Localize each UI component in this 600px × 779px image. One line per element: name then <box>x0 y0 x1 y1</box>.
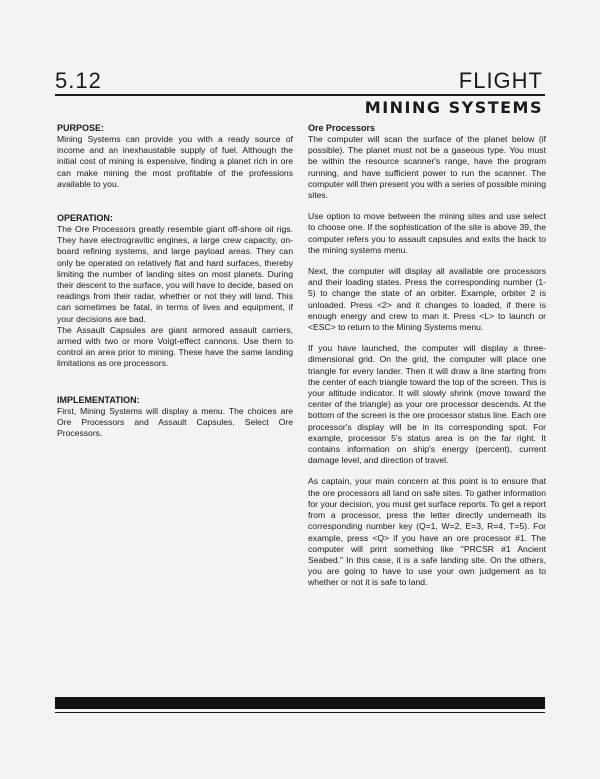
operation-text-2: The Assault Capsules are giant armored assault carriers, armed with two or more Voigt-effect cannons. Use them to control an area prior to mining. These have the same landing limitations as ore processors. <box>57 324 293 369</box>
page-number: 5.12 <box>55 68 102 93</box>
paragraph-3: Next, the computer will display all available ore processors and their loading states. Press the corresponding number (1-5) to change the state of an orbiter. Example, orbiter 2 is unloaded. Press <2> and it changes to loaded, if there is enough energy and crew to man it. Press <L> to launch or <ESC> to return to the Mining Systems menu. <box>308 266 546 333</box>
purpose-heading: PURPOSE: <box>57 123 105 133</box>
operation-text-1: The Ore Processors greatly resemble giant off-shore oil rigs. They have electrogravitic engines, a large crew capacity, on-board refining systems, and large payload areas. They can only be operated on relatively flat and hard surfaces, thereby limiting the number of landing sites on most planets. During their descent to the surface, you will have to decide, based on readings from their radar, whether or not they will land. This can sometimes be fatal, in terms of lives and equipment, if your decisions are bad. <box>57 224 293 324</box>
operation-heading: OPERATION: <box>57 213 113 224</box>
purpose-text: Mining Systems can provide you with a ready source of income and an inexhaustable supply of fuel. Although the initial cost of mining is expensive, finding a planet rich in ore can make mining the most profitable of the professions available to you. <box>57 134 293 189</box>
paragraph-2: Use option to move between the mining sites and use select to choose one. If the sophistication of the site is above 39, the computer refers you to assault capsules and exits the back to the mining systems menu. <box>308 211 546 255</box>
header-rule <box>55 94 545 96</box>
ore-processors-heading: Ore Processors <box>308 123 376 133</box>
right-column <box>308 122 546 589</box>
paragraph-4: If you have launched, the computer will display a three-dimensional grid. On the grid, the computer will place one triangle for every lander. Then it will draw a line starting from the center of each triangle toward the top of the screen. This is your altitude indicator. It will slowly shrink (move toward the center of the triangle) as your ore processor descends. At the bottom of the screen is the ore processor status line. Each ore processor's display will be in its corresponding spot. For example, processor 5's status area is on the far right. It contains information on ship's energy (percent), current damage level, and direction of travel. <box>308 343 546 466</box>
section-title: MINING SYSTEMS <box>364 98 543 117</box>
chapter-title: FLIGHT <box>458 68 543 93</box>
paragraph-1: The computer will scan the surface of the planet below (if possible). The planet must not be a gaseous type. You must be within the resource scanner's range, have the program running, and have sufficient power to run the scanner. The computer will then present you with a series of possible mining sites. <box>308 134 546 201</box>
footer-rule <box>55 712 545 713</box>
implementation-heading: IMPLEMENTATION: <box>57 394 140 405</box>
paragraph-5: As captain, your main concern at this point is to ensure that the ore processors all land on safe sites. To gather information for your decision, you must get surface reports. To get a report from a processor, press the letter directly underneath its corresponding number key (Q=1, W=2, E=3, R=4, T=5). For example, press <Q> if you have an ore processor #1. The computer will print something like "PRCSR #1 Ancient Seabed." In this case, it is a safe landing site. On the others, you are going to have to use your own judgement as to whether or not it is safe to land. <box>308 476 546 588</box>
footer-bar <box>55 697 545 709</box>
implementation-text: First, Mining Systems will display a menu. The choices are Ore Processors and Assault Capsules. Select Ore Processors. <box>57 405 293 439</box>
left-column <box>57 122 293 439</box>
